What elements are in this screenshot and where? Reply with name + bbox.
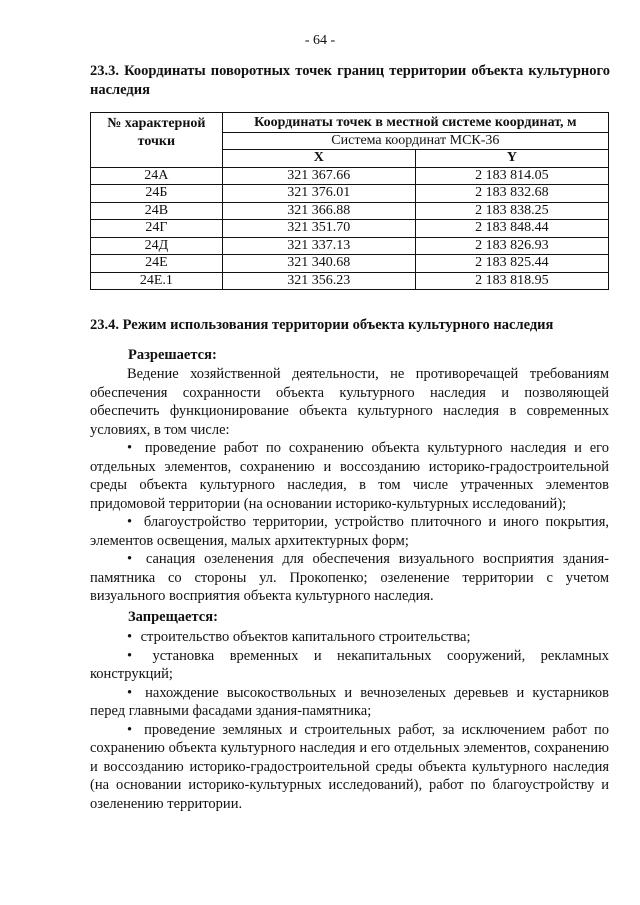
forbidden-section bbox=[90, 628, 609, 813]
cell-y: 2 183 838.25 bbox=[415, 202, 608, 220]
allowed-intro: Ведение хозяйственной деятельности, не противоречащей требованиям обеспечения сохранности объекта культурного наследия и позволяющей обеспечить функционирование объекта культурного наследия в современных условиях, в том числе: bbox=[90, 366, 609, 438]
section-23-3-title: 23.3. Координаты поворотных точек границ территории объекта культурного наследия bbox=[90, 63, 610, 98]
header-coordinates: Координаты точек в местной системе координат, м bbox=[222, 113, 608, 133]
allowed-item: • санация озеленения для обеспечения визуального восприятия здания-памятника со стороны ул. Прокопенко; озеленение территории с учетом визуального восприятия объекта культурного наследия. bbox=[90, 551, 610, 604]
header-coordinate-system: Система координат МСК-36 bbox=[222, 132, 608, 150]
table-row bbox=[91, 237, 609, 255]
cell-x: 321 337.13 bbox=[222, 237, 415, 255]
cell-point: 24Е.1 bbox=[91, 272, 223, 290]
table-header-row bbox=[91, 113, 609, 133]
cell-point: 24Д bbox=[91, 237, 223, 255]
cell-y: 2 183 826.93 bbox=[415, 237, 608, 255]
forbidden-item: • строительство объектов капитального строительства; bbox=[127, 629, 471, 645]
table-row bbox=[91, 255, 609, 273]
forbidden-item: • установка временных и некапитальных сооружений, рекламных конструкций; bbox=[90, 647, 609, 682]
cell-x: 321 367.66 bbox=[222, 167, 415, 185]
cell-point: 24Б bbox=[91, 185, 223, 203]
cell-point: 24В bbox=[91, 202, 223, 220]
cell-y: 2 183 814.05 bbox=[415, 167, 608, 185]
header-point-number: № характерной точки bbox=[91, 113, 223, 168]
table-row bbox=[91, 220, 609, 238]
header-y: Y bbox=[415, 150, 608, 168]
forbidden-item: • проведение земляных и строительных работ, за исключением работ по сохранению объекта культурного наследия и его отдельных элементов, сохранению и воссозданию историко-градостроительной среды объекта культурного наследия (на основании историко-культурных исследований), работ по благоустройству и озеленению территории. bbox=[90, 721, 609, 812]
cell-x: 321 351.70 bbox=[222, 220, 415, 238]
cell-point: 24А bbox=[91, 167, 223, 185]
forbidden-item: • нахождение высокоствольных и вечнозеленых деревьев и кустарников перед главными фасадами здания-памятника; bbox=[90, 684, 610, 719]
section-23-4-title: 23.4. Режим использования территории объекта культурного наследия bbox=[90, 317, 554, 333]
allowed-item: • благоустройство территории, устройство плиточного и иного покрытия, элементов освещения, малых архитектурных форм; bbox=[90, 514, 609, 549]
cell-y: 2 183 825.44 bbox=[415, 255, 608, 273]
cell-x: 321 366.88 bbox=[222, 202, 415, 220]
header-x: X bbox=[222, 150, 415, 168]
cell-x: 321 356.23 bbox=[222, 272, 415, 290]
cell-x: 321 340.68 bbox=[222, 255, 415, 273]
cell-point: 24Г bbox=[91, 220, 223, 238]
cell-y: 2 183 832.68 bbox=[415, 185, 608, 203]
forbidden-heading: Запрещается: bbox=[128, 609, 218, 625]
cell-x: 321 376.01 bbox=[222, 185, 415, 203]
cell-point: 24Е bbox=[91, 255, 223, 273]
coordinates-table bbox=[90, 112, 609, 290]
page-number: - 64 - bbox=[304, 33, 336, 48]
allowed-section bbox=[90, 365, 609, 606]
table-row bbox=[91, 185, 609, 203]
cell-y: 2 183 848.44 bbox=[415, 220, 608, 238]
table-row bbox=[91, 202, 609, 220]
table-row bbox=[91, 272, 609, 290]
allowed-item: • проведение работ по сохранению объекта культурного наследия и его отдельных элементов, сохранению и воссозданию историко-градостроительной среды объекта культурного наследия, в том числе утраченных элементов придомовой территории (на основании историко-культурных исследований); bbox=[90, 440, 610, 512]
allowed-heading: Разрешается: bbox=[128, 347, 217, 363]
table-row bbox=[91, 167, 609, 185]
cell-y: 2 183 818.95 bbox=[415, 272, 608, 290]
